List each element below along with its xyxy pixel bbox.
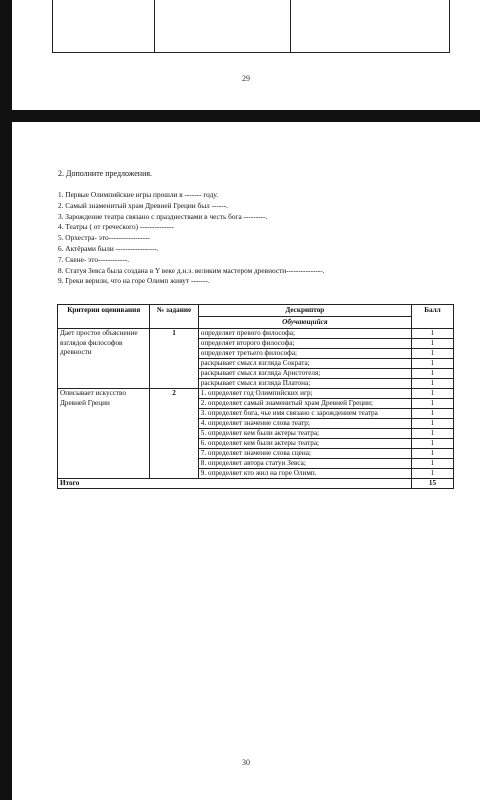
page-number: 29: [242, 74, 250, 83]
question-item: 1. Первые Олимпийские игры прошли в ------- году.: [58, 190, 219, 199]
table-bottom-edge: [52, 0, 450, 53]
header-score: Балл: [411, 305, 453, 329]
subheader-student: Обучающийся: [198, 317, 411, 329]
question-item: 8. Статуя Зевса была создана в Y веке д.н.э. великим мастером древности---------------.: [58, 265, 325, 275]
descriptor-cell: 4. определяет значение слова театр;: [198, 419, 411, 429]
score-cell: 1: [411, 469, 453, 479]
previous-page: [12, 0, 480, 110]
question-item: 5. Орхестра- это-----------------: [58, 233, 150, 243]
current-page: [12, 122, 480, 800]
descriptor-cell: 8. определяет автора статуи Зевса;: [198, 459, 411, 469]
criterion-cell: Дает простое объяснение взглядов философов древности: [58, 329, 150, 389]
score-cell: 1: [411, 439, 453, 449]
question-item: 7. Скене- это------------.: [58, 254, 130, 264]
task-number-cell: 2: [150, 389, 198, 479]
score-cell: 1: [411, 429, 453, 439]
table-cell: [291, 0, 449, 52]
descriptor-cell: 5. определяет кем были актеры театра;: [198, 429, 411, 439]
descriptor-cell: 1. определяет год Олимпийских игр;: [198, 389, 411, 399]
score-cell: 1: [411, 459, 453, 469]
descriptor-cell: раскрывает смысл взгляда Сократа;: [198, 359, 411, 369]
descriptor-cell: 7. определяет значение слова сцена;: [198, 449, 411, 459]
score-cell: 1: [411, 349, 453, 359]
grading-table: [57, 304, 454, 489]
descriptor-cell: 6. определяет кем были актеры театра;: [198, 439, 411, 449]
table-header-row: [58, 305, 454, 317]
question-list: [58, 190, 324, 287]
score-cell: 1: [411, 399, 453, 409]
descriptor-cell: раскрывает смысл взгляда Аристотеля;: [198, 369, 411, 379]
table-cell: [155, 0, 291, 52]
total-label: Итого: [58, 479, 412, 489]
score-cell: 1: [411, 329, 453, 339]
score-cell: 1: [411, 449, 453, 459]
criterion-cell: Описывает искусство Древней Греции: [58, 389, 150, 479]
header-task-number: № задание: [150, 305, 198, 329]
question-item: 2. Самый знаменитый храм Древней Греции был ------.: [58, 200, 228, 210]
descriptor-cell: 3. определяет бога, чье имя связано с зарождением театра: [198, 409, 411, 419]
table-row: [58, 389, 454, 399]
descriptor-cell: раскрывает смысл взгляда Платона;: [198, 379, 411, 389]
total-score: 15: [411, 479, 453, 489]
score-cell: 1: [411, 419, 453, 429]
table-cell: [53, 0, 155, 52]
header-descriptor: Дескриптор: [198, 305, 411, 317]
page-number: 30: [242, 758, 250, 767]
score-cell: 1: [411, 339, 453, 349]
table-row: [58, 329, 454, 339]
question-item: 6. Актёрами были -----------------.: [58, 243, 159, 253]
score-cell: 1: [411, 409, 453, 419]
score-cell: 1: [411, 389, 453, 399]
total-row: [58, 479, 454, 489]
question-item: 4. Театры ( от греческого) --------------: [58, 222, 174, 232]
descriptor-cell: определяет превого философа;: [198, 329, 411, 339]
descriptor-cell: определяет второго философа;: [198, 339, 411, 349]
descriptor-cell: 2. определяет самый знаменитый храм Древней Греции;: [198, 399, 411, 409]
task-title: 2. Дополните предложения.: [58, 169, 153, 178]
question-item: 3. Зарождение театра связано с празднествами в честь бога ---------.: [58, 211, 268, 221]
score-cell: 1: [411, 369, 453, 379]
question-item: 9. Греки верили, что на горе Олимп живут -------.: [58, 276, 210, 286]
descriptor-cell: определяет третьего философа;: [198, 349, 411, 359]
score-cell: 1: [411, 359, 453, 369]
task-number-cell: 1: [150, 329, 198, 389]
header-criteria: Критерии оценивания: [58, 305, 150, 329]
descriptor-cell: 9. определяет кто жил на горе Олимп.: [198, 469, 411, 479]
score-cell: 1: [411, 379, 453, 389]
